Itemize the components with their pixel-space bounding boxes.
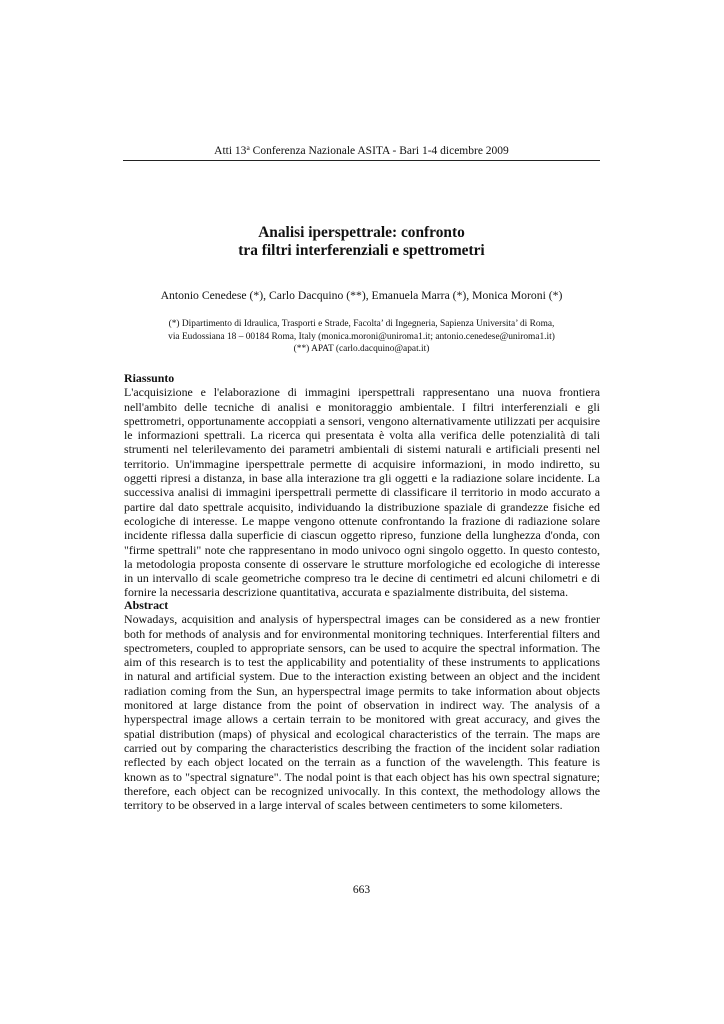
riassunto-text: L'acquisizione e l'elaborazione di immagini iperspettrali rappresentano una nuova frontiera nell'ambito delle tecniche di analisi e monitoraggio ambientale. I filtri interferenziali e gli spettrometri, opportunamente accoppiati a sensori, vengono alternativamente utilizzati per acquisire le informazioni spettrali. La ricerca qui presentata è volta alla verifica delle potenzialità di tali strumenti nel telerilevamento dei parametri ambientali di sistemi naturali e artificiali presenti nel territorio. Un'immagine iperspettrale permette di acquisire informazioni, in modo indiretto, su oggetti ripresi a distanza, in base alla interazione tra gli oggetti e la radiazione solare incidente. La successiva analisi di immagini iperspettrali permette di classificare il territorio in modo accurato a partire dal dato spettrale acquisito, individuando la distribuzione spaziale di grandezze fisiche ed ecologiche di interesse. Le mappe vengono ottenute confrontando la frazione di radiazione solare incidente riflessa dalla superficie di ciascun oggetto ripreso, funzione della lunghezza d'onda, con "firme spettrali" note che rappresentano in modo univoco ogni singolo oggetto. In questo contesto, la metodologia proposta consente di osservare le strutture morfologiche ed ecologiche di interesse in un intervallo di scale geometriche compreso tra le decine di centimetri ed alcuni chilometri e di fornire la necessaria descrizione quantitativa, accurata e spazialmente distribuita, del sistema. <box>124 385 600 600</box>
paper-title <box>123 224 600 260</box>
abstract-section <box>124 598 600 812</box>
author-list: Antonio Cenedese (*), Carlo Dacquino (**), Emanuela Marra (*), Monica Moroni (*) <box>160 289 563 302</box>
affiliation-line-2: via Eudossiana 18 – 00184 Roma, Italy (monica.moroni@uniroma1.it; antonio.cenedese@uniroma1.it) <box>168 331 555 342</box>
riassunto-heading: Riassunto <box>124 371 175 385</box>
title-line-1: Analisi iperspettrale: confronto <box>258 224 465 241</box>
title-line-2: tra filtri interferenziali e spettrometri <box>238 242 485 259</box>
affiliations <box>123 318 600 356</box>
running-header <box>123 144 600 158</box>
affiliation-line-3: (**) APAT (carlo.dacquino@apat.it) <box>293 344 430 354</box>
header-rule <box>123 160 600 161</box>
affiliation-line-1: (*) Dipartimento di Idraulica, Trasporti e Strade, Facolta’ di Ingegneria, Sapienza Universita’ di Roma, <box>168 319 555 329</box>
riassunto-section <box>124 371 600 600</box>
abstract-heading: Abstract <box>124 598 169 612</box>
header-prefix: Atti 13 <box>214 145 247 157</box>
header-suffix: Conferenza Nazionale ASITA - Bari 1-4 dicembre 2009 <box>249 145 509 157</box>
page-number: 663 <box>352 884 371 896</box>
abstract-text: Nowadays, acquisition and analysis of hyperspectral images can be considered as a new frontier both for methods of analysis and for environmental monitoring techniques. Interferential filters and spectrometers, coupled to appropriate sensors, can be used to acquire the spectral information. The aim of this research is to test the applicability and potentiality of these instruments to applications in natural and artificial system. Due to the interaction existing between an object and the incident radiation coming from the Sun, an hyperspectral image permits to take information about objects monitored at large distance from the point of observation in indirect way. The analysis of a hyperspectral image allows a certain terrain to be monitored with great accuracy, and gives the spatial distribution (maps) of physical and ecological characteristics of the terrain. The maps are carried out by comparing the characteristics describing the fraction of the incident solar radiation reflected by each object located on the terrain as a function of the wavelength. This feature is known as to "spectral signature". The nodal point is that each object has his own spectral signature; therefore, each object can be recognized univocally. In this context, the methodology allows the territory to be observed in a large interval of scales between centimeters to some kilometers. <box>124 612 600 813</box>
header-ordinal-suffix: a <box>246 143 250 152</box>
